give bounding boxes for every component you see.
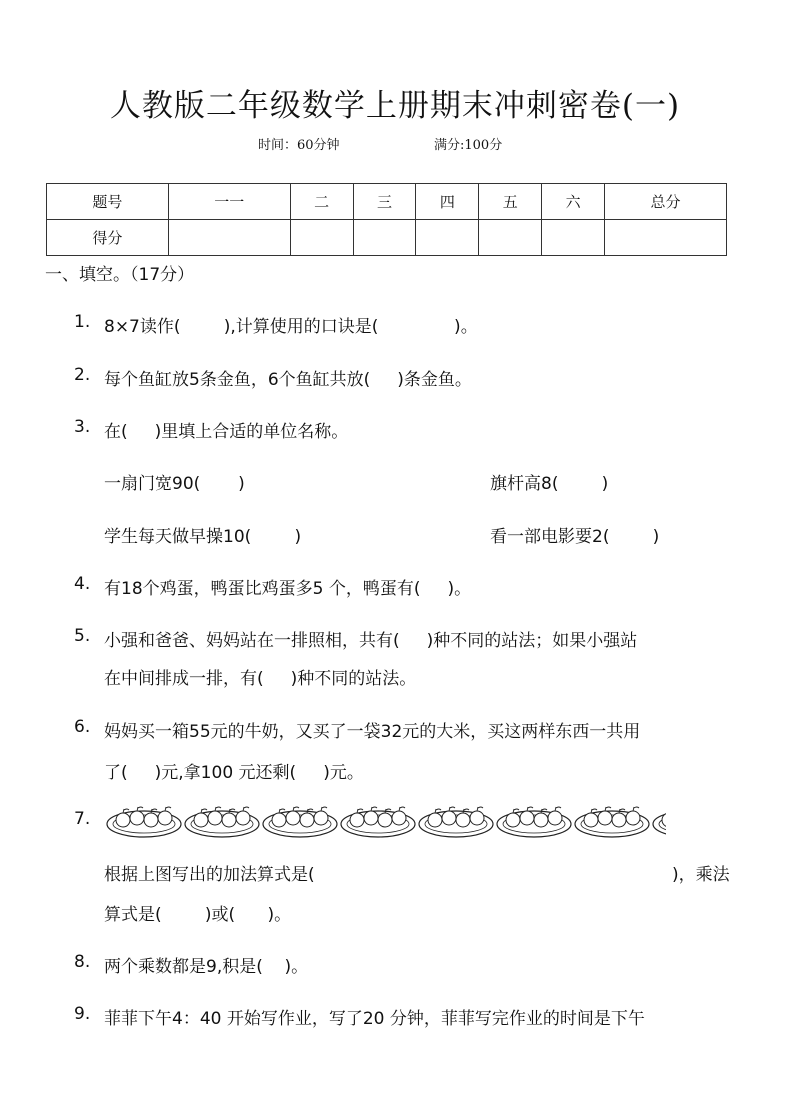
score-cell[interactable]	[168, 220, 290, 256]
apple-stem-icon	[137, 807, 143, 811]
question-4-text: 有18个鸡蛋，鸭蛋比鸡蛋多5 个，鸭蛋有( )。	[104, 579, 472, 599]
question-3-text: 在( )里填上合适的单位名称。	[104, 422, 349, 442]
apple-plates-illustration	[106, 800, 666, 840]
plate-of-apples	[341, 807, 415, 837]
section-heading: 一、填空。（17分）	[45, 265, 195, 285]
apple-icon	[612, 813, 626, 827]
table-header-cell: 三	[353, 184, 416, 220]
apple-icon	[286, 811, 300, 825]
question-3-item-d: 看一部电影要2( )	[490, 527, 660, 547]
table-header-row	[47, 184, 727, 220]
apple-icon	[584, 813, 598, 827]
question-2-number: 2.	[74, 365, 91, 385]
question-8-number: 8.	[74, 952, 91, 972]
question-6-number: 6.	[74, 717, 91, 737]
apple-icon	[470, 811, 484, 825]
plate-of-apples	[185, 807, 259, 837]
page-title: 人教版二年级数学上册期末冲刺密卷(一)	[109, 88, 681, 124]
apple-icon	[626, 811, 640, 825]
apple-icon	[428, 813, 442, 827]
question-7-line-1b: )，乘法	[672, 865, 730, 885]
question-6-line-2: 了( )元,拿100 元还剩( )元。	[104, 763, 364, 783]
apple-icon	[236, 811, 250, 825]
apple-icon	[392, 811, 406, 825]
table-header-cell: 五	[479, 184, 542, 220]
apple-stem-icon	[555, 807, 561, 811]
apple-icon	[300, 813, 314, 827]
apple-stem-icon	[321, 807, 327, 811]
table-header-cell: 一一	[168, 184, 290, 220]
apple-icon	[208, 811, 222, 825]
question-3-item-b: 旗杆高8( )	[490, 474, 609, 494]
apple-icon	[534, 813, 548, 827]
apple-icon	[194, 813, 208, 827]
question-9-text: 菲菲下午4：40 开始写作业，写了20 分钟，菲菲写完作业的时间是下午	[104, 1009, 645, 1029]
apple-stem-icon	[165, 807, 171, 811]
apple-icon	[548, 811, 562, 825]
question-7-number: 7.	[74, 809, 91, 829]
question-3-number: 3.	[74, 417, 91, 437]
apple-stem-icon	[371, 807, 377, 811]
apple-icon	[272, 813, 286, 827]
question-8-text: 两个乘数都是9,积是( )。	[104, 957, 309, 977]
question-1-number: 1.	[74, 312, 91, 332]
question-3-item-a: 一扇门宽90( )	[104, 474, 245, 494]
apple-icon	[364, 811, 378, 825]
table-header-cell: 题号	[47, 184, 169, 220]
question-2-text: 每个鱼缸放5条金鱼，6个鱼缸共放( )条金鱼。	[104, 370, 472, 390]
apple-icon	[520, 811, 534, 825]
exam-time: 时间：60分钟	[258, 138, 340, 153]
apple-icon	[144, 813, 158, 827]
plate-of-apples	[263, 807, 337, 837]
apple-stem-icon	[605, 807, 611, 811]
apple-stem-icon	[399, 807, 405, 811]
score-label: 得分	[47, 220, 169, 256]
apple-stem-icon	[215, 807, 221, 811]
apple-icon	[506, 813, 520, 827]
question-7-line-2: 算式是( )或( )。	[104, 905, 292, 925]
apple-icon	[116, 813, 130, 827]
apple-icon	[222, 813, 236, 827]
score-cell[interactable]	[290, 220, 353, 256]
score-cell[interactable]	[479, 220, 542, 256]
question-7-line-1a: 根据上图写出的加法算式是(	[104, 865, 315, 885]
score-cell[interactable]	[416, 220, 479, 256]
table-header-cell: 六	[542, 184, 605, 220]
question-9-number: 9.	[74, 1004, 91, 1024]
question-5-number: 5.	[74, 626, 91, 646]
table-score-row	[47, 220, 727, 256]
table-header-cell: 四	[416, 184, 479, 220]
plate-of-apples	[107, 807, 181, 837]
apple-stem-icon	[477, 807, 483, 811]
score-cell[interactable]	[542, 220, 605, 256]
apple-icon	[350, 813, 364, 827]
plate-of-apples	[419, 807, 493, 837]
full-score: 满分:100分	[434, 138, 503, 153]
apple-icon	[130, 811, 144, 825]
table-header-cell: 总分	[605, 184, 727, 220]
apple-icon	[378, 813, 392, 827]
apple-stem-icon	[449, 807, 455, 811]
apple-icon	[456, 813, 470, 827]
apple-stem-icon	[527, 807, 533, 811]
question-6-line-1: 妈妈买一箱55元的牛奶，又买了一袋32元的大米，买这两样东西一共用	[104, 722, 641, 742]
question-5-line-1: 小强和爸爸、妈妈站在一排照相，共有( )种不同的站法；如果小强站	[104, 631, 638, 651]
apple-icon	[598, 811, 612, 825]
question-4-number: 4.	[74, 574, 91, 594]
apple-icon	[442, 811, 456, 825]
apple-icon	[314, 811, 328, 825]
score-cell[interactable]	[353, 220, 416, 256]
plate-of-apples	[575, 807, 649, 837]
plate-of-apples	[653, 807, 666, 837]
apple-stem-icon	[243, 807, 249, 811]
question-5-line-2: 在中间排成一排，有( )种不同的站法。	[104, 669, 417, 689]
apple-stem-icon	[633, 807, 639, 811]
score-cell[interactable]	[605, 220, 727, 256]
question-3-item-c: 学生每天做早操10( )	[104, 527, 302, 547]
score-table	[46, 183, 727, 256]
question-1-text: 8×7读作( ),计算使用的口诀是( )。	[104, 317, 478, 337]
apple-stem-icon	[293, 807, 299, 811]
plate-of-apples	[497, 807, 571, 837]
apple-icon	[158, 811, 172, 825]
table-header-cell: 二	[290, 184, 353, 220]
